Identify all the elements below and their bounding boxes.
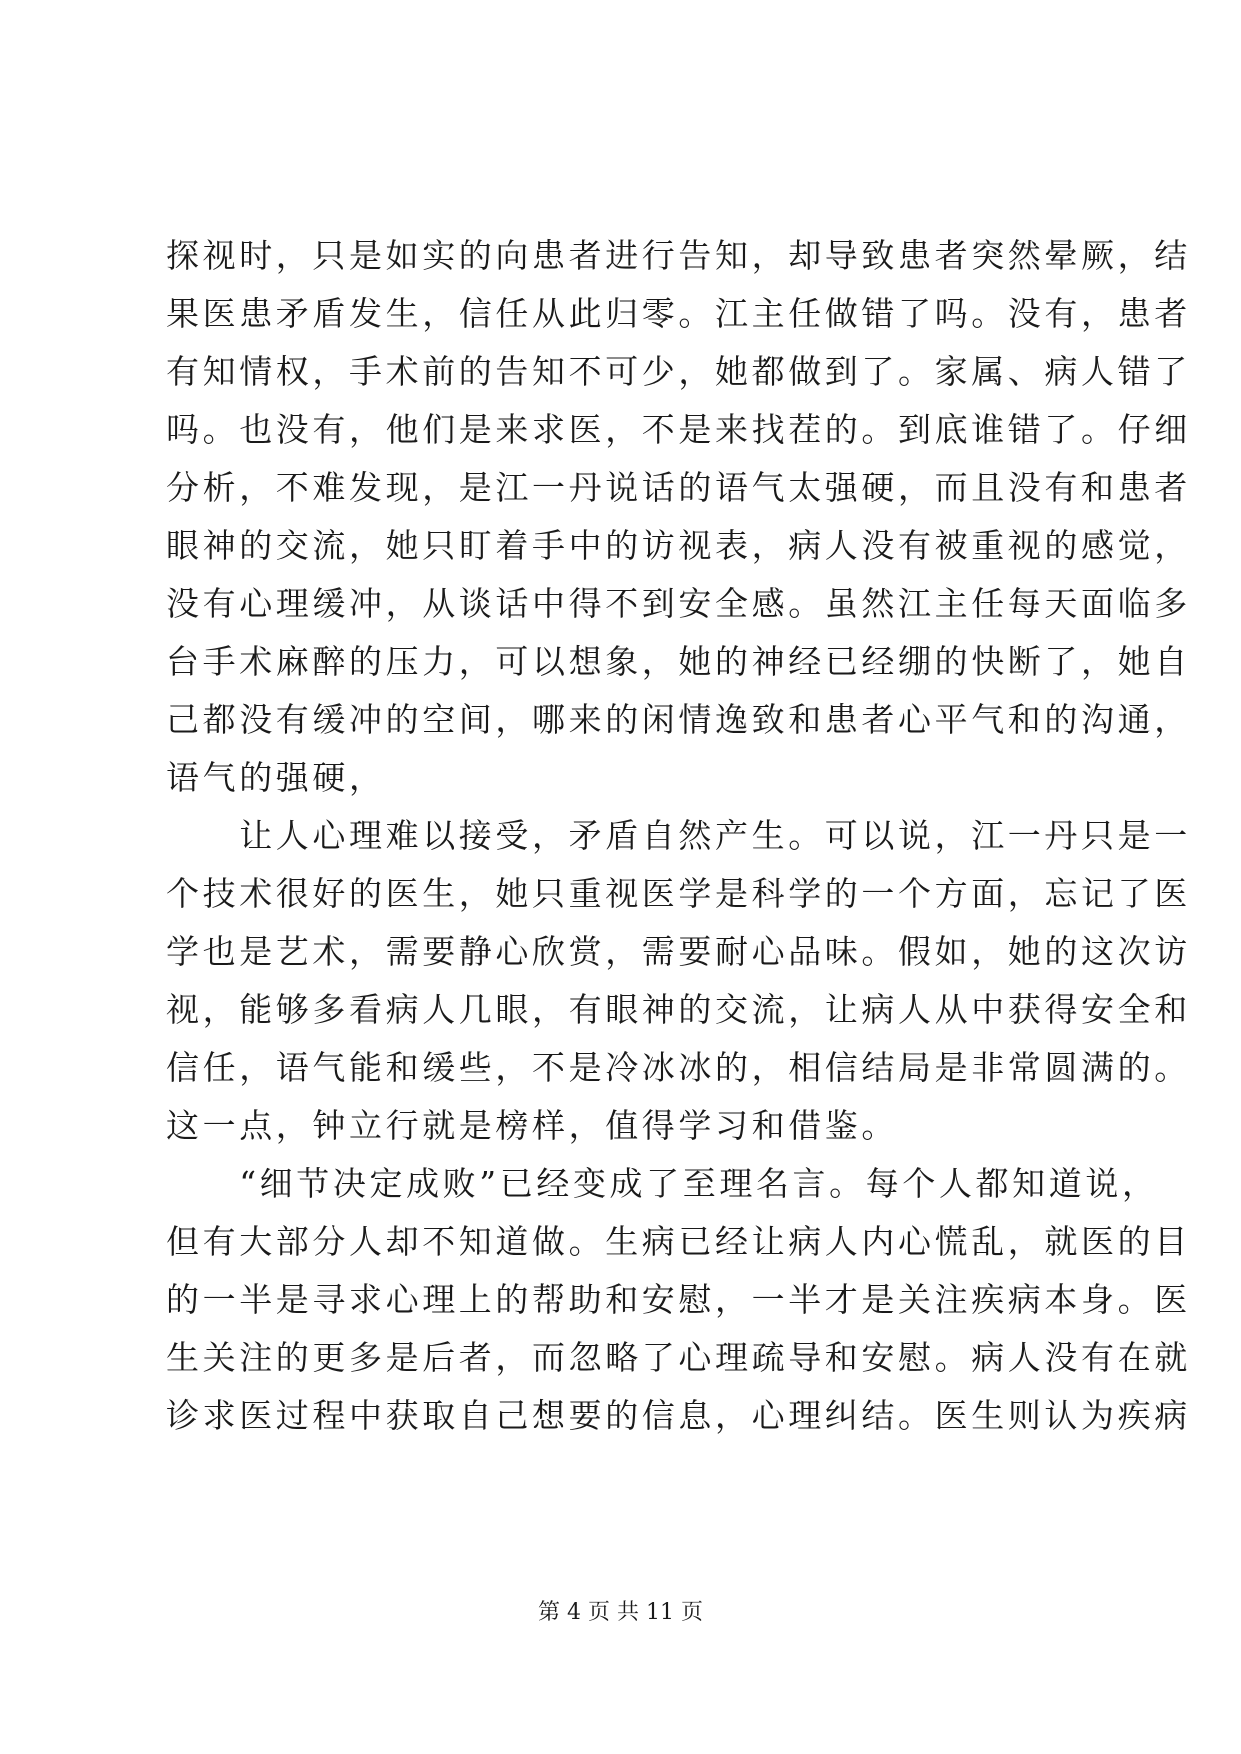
text-line: “细节决定成败”已经变成了至理名言。每个人都知道说， bbox=[166, 1164, 1159, 1203]
text-line: 信任，语气能和缓些，不是冷冰冰的，相信结局是非常圆满的。 bbox=[166, 1048, 1191, 1087]
text-line: 个技术很好的医生，她只重视医学是科学的一个方面，忘记了医 bbox=[166, 874, 1191, 913]
text-line: 但有大部分人却不知道做。生病已经让病人内心慌乱，就医的目 bbox=[166, 1222, 1191, 1261]
text-line: 诊求医过程中获取自己想要的信息，心理纠结。医生则认为疾病 bbox=[166, 1396, 1191, 1435]
text-line: 这一点，钟立行就是榜样，值得学习和借鉴。 bbox=[166, 1106, 898, 1145]
text-line: 让人心理难以接受，矛盾自然产生。可以说，江一丹只是一 bbox=[166, 816, 1191, 855]
text-line: 语气的强硬， bbox=[166, 758, 386, 797]
text-line: 吗。也没有，他们是来求医，不是来找茬的。到底谁错了。仔细 bbox=[166, 410, 1191, 449]
text-line: 分析，不难发现，是江一丹说话的语气太强硬，而且没有和患者 bbox=[166, 468, 1191, 507]
text-line: 的一半是寻求心理上的帮助和安慰，一半才是关注疾病本身。医 bbox=[166, 1280, 1191, 1319]
page-number-footer: 第 4 页 共 11 页 bbox=[538, 1600, 703, 1625]
text-line: 台手术麻醉的压力，可以想象，她的神经已经绷的快断了，她自 bbox=[166, 642, 1191, 681]
text-line: 视，能够多看病人几眼，有眼神的交流，让病人从中获得安全和 bbox=[166, 990, 1191, 1029]
text-line: 探视时，只是如实的向患者进行告知，却导致患者突然晕厥，结 bbox=[166, 236, 1191, 275]
text-line: 己都没有缓冲的空间，哪来的闲情逸致和患者心平气和的沟通， bbox=[166, 700, 1191, 739]
text-line: 没有心理缓冲，从谈话中得不到安全感。虽然江主任每天面临多 bbox=[166, 584, 1191, 623]
text-line: 果医患矛盾发生，信任从此归零。江主任做错了吗。没有，患者 bbox=[166, 294, 1191, 333]
text-line: 有知情权，手术前的告知不可少，她都做到了。家属、病人错了 bbox=[166, 352, 1191, 391]
body-text bbox=[166, 227, 1191, 1445]
text-line: 眼神的交流，她只盯着手中的访视表，病人没有被重视的感觉， bbox=[166, 526, 1191, 565]
text-line: 生关注的更多是后者，而忽略了心理疏导和安慰。病人没有在就 bbox=[166, 1338, 1191, 1377]
text-line: 学也是艺术，需要静心欣赏，需要耐心品味。假如，她的这次访 bbox=[166, 932, 1191, 971]
